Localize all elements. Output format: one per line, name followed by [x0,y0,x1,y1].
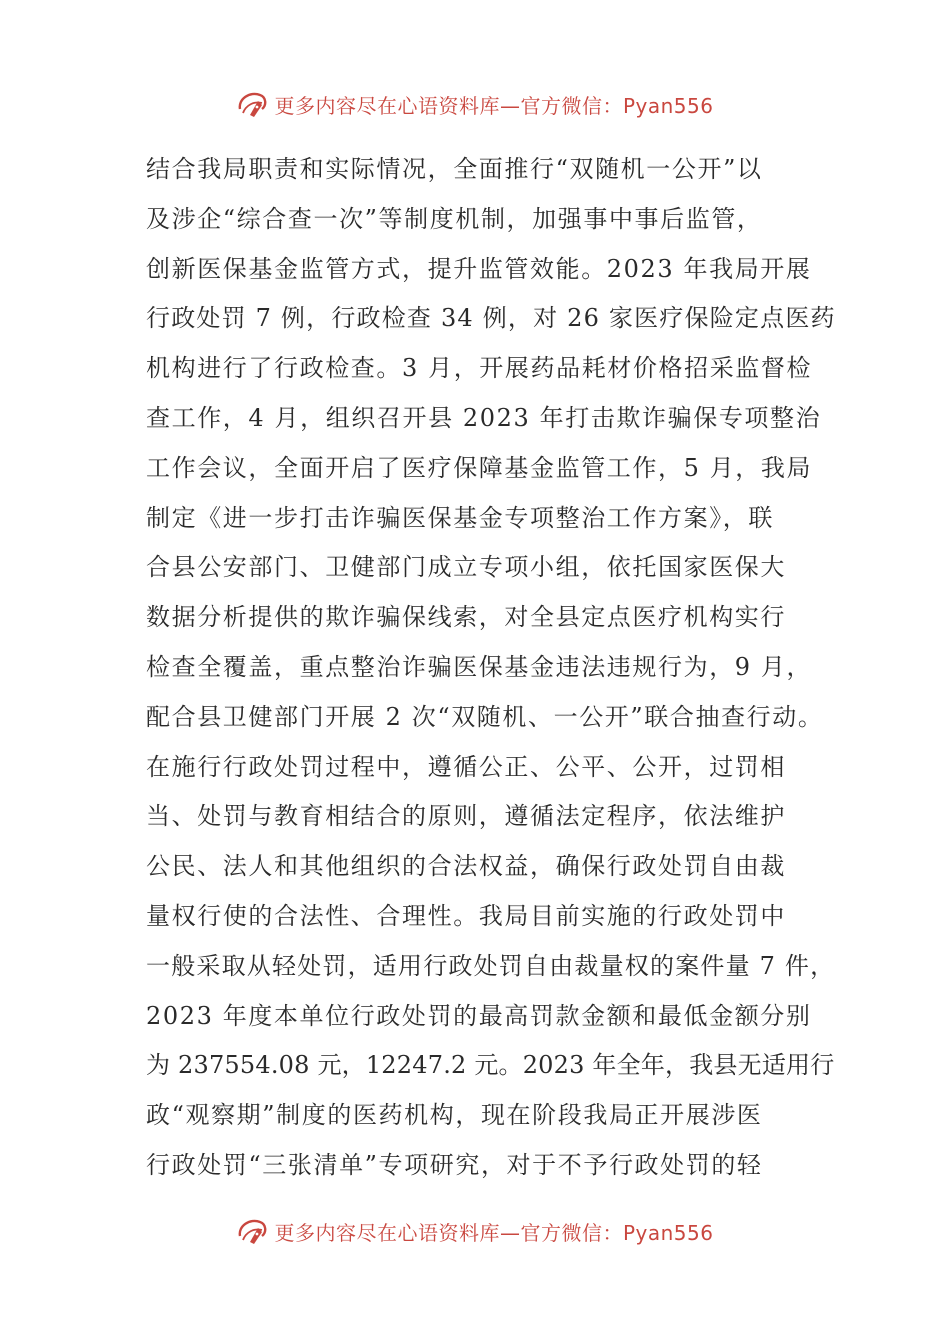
text-line: 合县公安部门、卫健部门成立专项小组，依托国家医保大 [146,553,786,582]
text-line: 量权行使的合法性、合理性。我局目前实施的行政处罚中 [146,901,786,930]
header-banner [0,84,950,124]
text-line: 检查全覆盖，重点整治诈骗医保基金违法违规行为，9 月， [146,652,813,681]
text-line: 制定《进一步打击诈骗医保基金专项整治工作方案》，联 [146,503,774,532]
text-line: 政“观察期”制度的医药机构，现在阶段我局正开展涉医 [146,1101,763,1130]
text-line: 查工作，4 月，组织召开县 2023 年打击欺诈骗保专项整治 [146,403,822,432]
text-line: 机构进行了行政检查。3 月，开展药品耗材价格招采监督检 [146,354,813,383]
text-line: 行政处罚“三张清单”专项研究，对于不予行政处罚的轻 [146,1150,763,1179]
text-line: 为 237554.08 元，12247.2 元。2023 年全年，我县无适用行 [146,1051,835,1080]
pen-nib-swirl-icon [236,87,270,121]
text-line: 在施行行政处罚过程中，遵循公正、公平、公开，过罚相 [146,752,786,781]
text-line: 结合我局职责和实际情况，全面推行“双随机一公开”以 [146,155,763,183]
text-line: 公民、法人和其他组织的合法权益，确保行政处罚自由裁 [146,852,786,881]
footer-banner [0,1211,950,1251]
text-line: 2023 年度本单位行政处罚的最高罚款金额和最低金额分别 [146,1001,812,1030]
document-body [146,145,836,1191]
text-line: 当、处罚与教育相结合的原则，遵循法定程序，依法维护 [146,802,786,831]
text-line: 数据分析提供的欺诈骗保线索，对全县定点医疗机构实行 [146,603,786,632]
header-banner-text: 更多内容尽在心语资料库—官方微信：Pyan556 [274,93,714,118]
text-line: 工作会议，全面开启了医疗保障基金监管工作，5 月，我局 [146,453,813,482]
text-line: 一般采取从轻处罚，适用行政处罚自由裁量权的案件量 7 件， [146,951,836,980]
text-line: 行政处罚 7 例，行政检查 34 例，对 26 家医疗保险定点医药 [146,304,836,333]
pen-nib-swirl-icon [236,1214,270,1248]
footer-banner-text: 更多内容尽在心语资料库—官方微信：Pyan556 [274,1220,714,1245]
text-line: 配合县卫健部门开展 2 次“双随机、一公开”联合抽查行动。 [146,702,824,731]
text-line: 创新医保基金监管方式，提升监管效能。2023 年我局开展 [146,254,812,283]
text-line: 及涉企“综合查一次”等制度机制，加强事中事后监管， [146,204,763,233]
